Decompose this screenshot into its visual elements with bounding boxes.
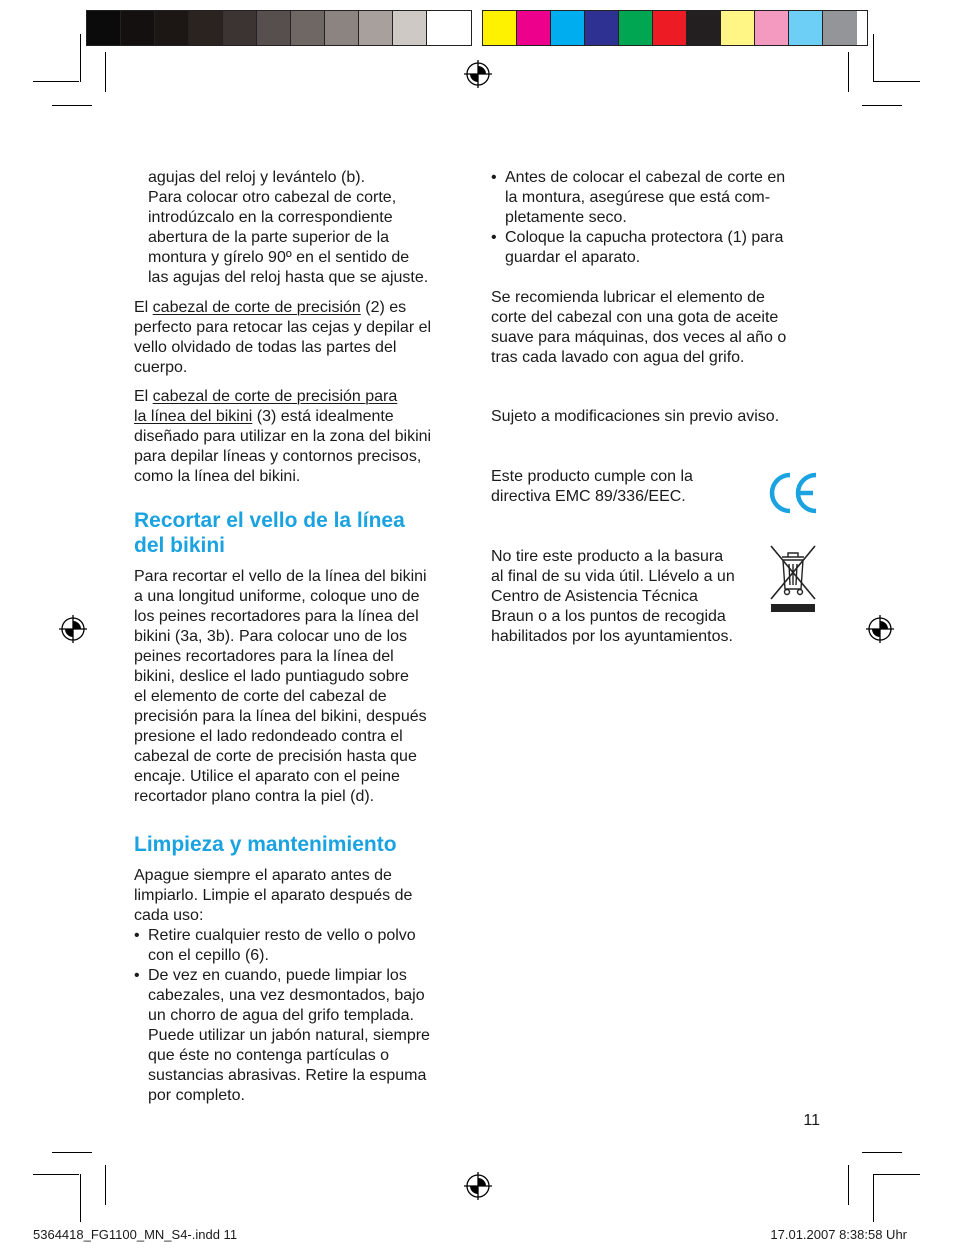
registration-mark-icon [462,58,494,90]
text-line: perfecto para retocar las cejas y depilar el [134,319,432,336]
color-swatch [291,11,325,45]
text-line: como la línea del bikini. [134,468,301,485]
disposal-paragraph [491,547,771,647]
text-line: peines recortadores para la línea del [134,648,394,665]
cleaning-paragraph [134,866,474,1106]
text-line: abertura de la parte superior de la [148,229,390,246]
lubrication-paragraph [491,288,831,368]
section-heading-cleaning: Limpieza y mantenimiento [134,833,397,856]
section-heading-bikini: Recortar el vello de la línea del bikini [134,509,405,557]
crop-mark [862,1152,902,1153]
text-line: Braun o a los puntos de recogida [491,608,726,625]
registration-mark-icon [462,1170,494,1202]
crop-mark [874,81,920,82]
text-line: encaje. Utilice el aparato con el peine [134,768,400,785]
crop-mark [873,1174,874,1222]
text-line: habilitados por los ayuntamientos. [491,628,733,645]
crop-mark [848,1165,849,1205]
crop-mark [874,1174,920,1175]
text-line: Se recomienda lubricar el elemento de [491,289,765,306]
intro-paragraph [148,168,468,288]
text-line: las agujas del reloj hasta que se ajuste. [148,269,429,286]
emc-compliance-paragraph [491,467,751,507]
color-swatch [721,11,755,45]
color-swatch [551,11,585,45]
text-line: precisión para la línea del bikini, después [134,708,427,725]
bikini-head-paragraph: El cabezal de corte de precisión para la línea del bikini (3) está idealmente diseñado para utilizar en la zona del bikini para depilar líneas y contornos precisos, como la línea del bikini. [134,387,474,487]
color-swatch [427,11,461,45]
crop-mark [52,105,92,106]
text-line: suave para máquinas, dos veces al año o [491,329,787,346]
color-swatch [687,11,721,45]
text-line: introdúzcalo en la correspondiente [148,209,393,226]
crossed-wheelie-bin-icon [768,543,818,615]
ce-mark-icon [768,471,820,515]
color-swatch [223,11,257,45]
color-swatch [393,11,427,45]
text-line: a una longitud uniforme, coloque uno de [134,588,420,605]
crop-mark [862,105,902,106]
bikini-trimming-paragraph [134,567,474,807]
text-line: Para recortar el vello de la línea del bikini [134,568,427,585]
color-swatch [359,11,393,45]
color-swatch [257,11,291,45]
grayscale-color-bar [86,10,472,46]
text-line: limpiarlo. Limpie el aparato después de [134,887,413,904]
crop-mark [105,1165,106,1205]
text-line: cabezal de corte de precisión hasta que [134,748,417,765]
text-line: Este producto cumple con la [491,468,693,485]
text-line: el elemento de corte del cabezal de [134,688,387,705]
text-line: presione el lado redondeado contra el [134,728,403,745]
process-color-bar [482,10,868,46]
color-swatch [483,11,517,45]
text-line: Apague siempre el aparato antes de [134,867,392,884]
text-line: No tire este producto a la basura [491,548,724,565]
underlined-term: la línea del bikini [134,408,253,425]
crop-mark [33,1174,79,1175]
color-swatch [619,11,653,45]
color-swatch [325,11,359,45]
registration-mark-icon [57,613,89,645]
color-swatch [87,11,121,45]
bullet-item: • De vez en cuando, puede limpiar los cabezales, una vez desmontados, bajo un chorro de agua del grifo templada. Puede utilizar un jabón natural, siempre que éste no contenga partículas o sustancias abrasivas. Retire la espuma por completo. [134,966,474,1106]
crop-mark [80,1174,81,1222]
text-line: recortador plano contra la piel (d). [134,788,375,805]
text-line: bikini, deslice el lado puntiagudo sobre [134,668,409,685]
text-line: montura y gírelo 90º en el sentido de [148,249,410,266]
footer-file-name: 5364418_FG1100_MN_S4-.indd 11 [33,1227,238,1242]
crop-mark [105,52,106,92]
text-line: para depilar líneas y contornos precisos, [134,448,422,465]
crop-mark [80,34,81,82]
text-line: agujas del reloj y levántelo (b). [148,169,366,186]
text-line: directiva EMC 89/336/EEC. [491,488,686,505]
footer-timestamp: 17.01.2007 8:38:58 Uhr [770,1227,907,1242]
color-swatch [189,11,223,45]
color-swatch [653,11,687,45]
crop-mark [873,34,874,82]
text-line: corte del cabezal con una gota de aceite [491,309,779,326]
crop-mark [848,52,849,92]
page-number: 11 [803,1112,820,1129]
crop-mark [33,81,79,82]
text-line: los peines recortadores para la línea del [134,608,419,625]
crop-mark [52,1152,92,1153]
color-swatch [823,11,857,45]
text-line: vello olvidado de todas las partes del [134,339,397,356]
text-line: diseñado para utilizar en la zona del bikini [134,428,432,445]
underlined-term: cabezal de corte de precisión [152,299,361,316]
color-swatch [155,11,189,45]
color-swatch [585,11,619,45]
modification-notice: Sujeto a modificaciones sin previo aviso. [491,408,780,425]
underlined-term: cabezal de corte de precisión para [152,388,398,405]
text-line: Centro de Asistencia Técnica [491,588,698,605]
bullet-item: • Antes de colocar el cabezal de corte en la montura, asegúrese que está com- pletamente seco. [491,168,831,228]
text-line: cuerpo. [134,359,188,376]
text-line: Para colocar otro cabezal de corte, [148,189,397,206]
color-swatch [789,11,823,45]
color-swatch [755,11,789,45]
precision-head-paragraph: El cabezal de corte de precisión (2) es perfecto para retocar las cejas y depilar el vello olvidado de todas las partes del cuerpo. [134,298,474,378]
drying-bullets [491,168,831,268]
bullet-item: • Retire cualquier resto de vello o polvo con el cepillo (6). [134,926,474,966]
text-line: al final de su vida útil. Llévelo a un [491,568,735,585]
registration-mark-icon [864,613,896,645]
text-line: bikini (3a, 3b). Para colocar uno de los [134,628,408,645]
color-swatch [517,11,551,45]
text-line: cada uso: [134,907,204,924]
color-swatch [121,11,155,45]
bullet-item: • Coloque la capucha protectora (1) para guardar el aparato. [491,228,831,268]
text-line: tras cada lavado con agua del grifo. [491,349,745,366]
